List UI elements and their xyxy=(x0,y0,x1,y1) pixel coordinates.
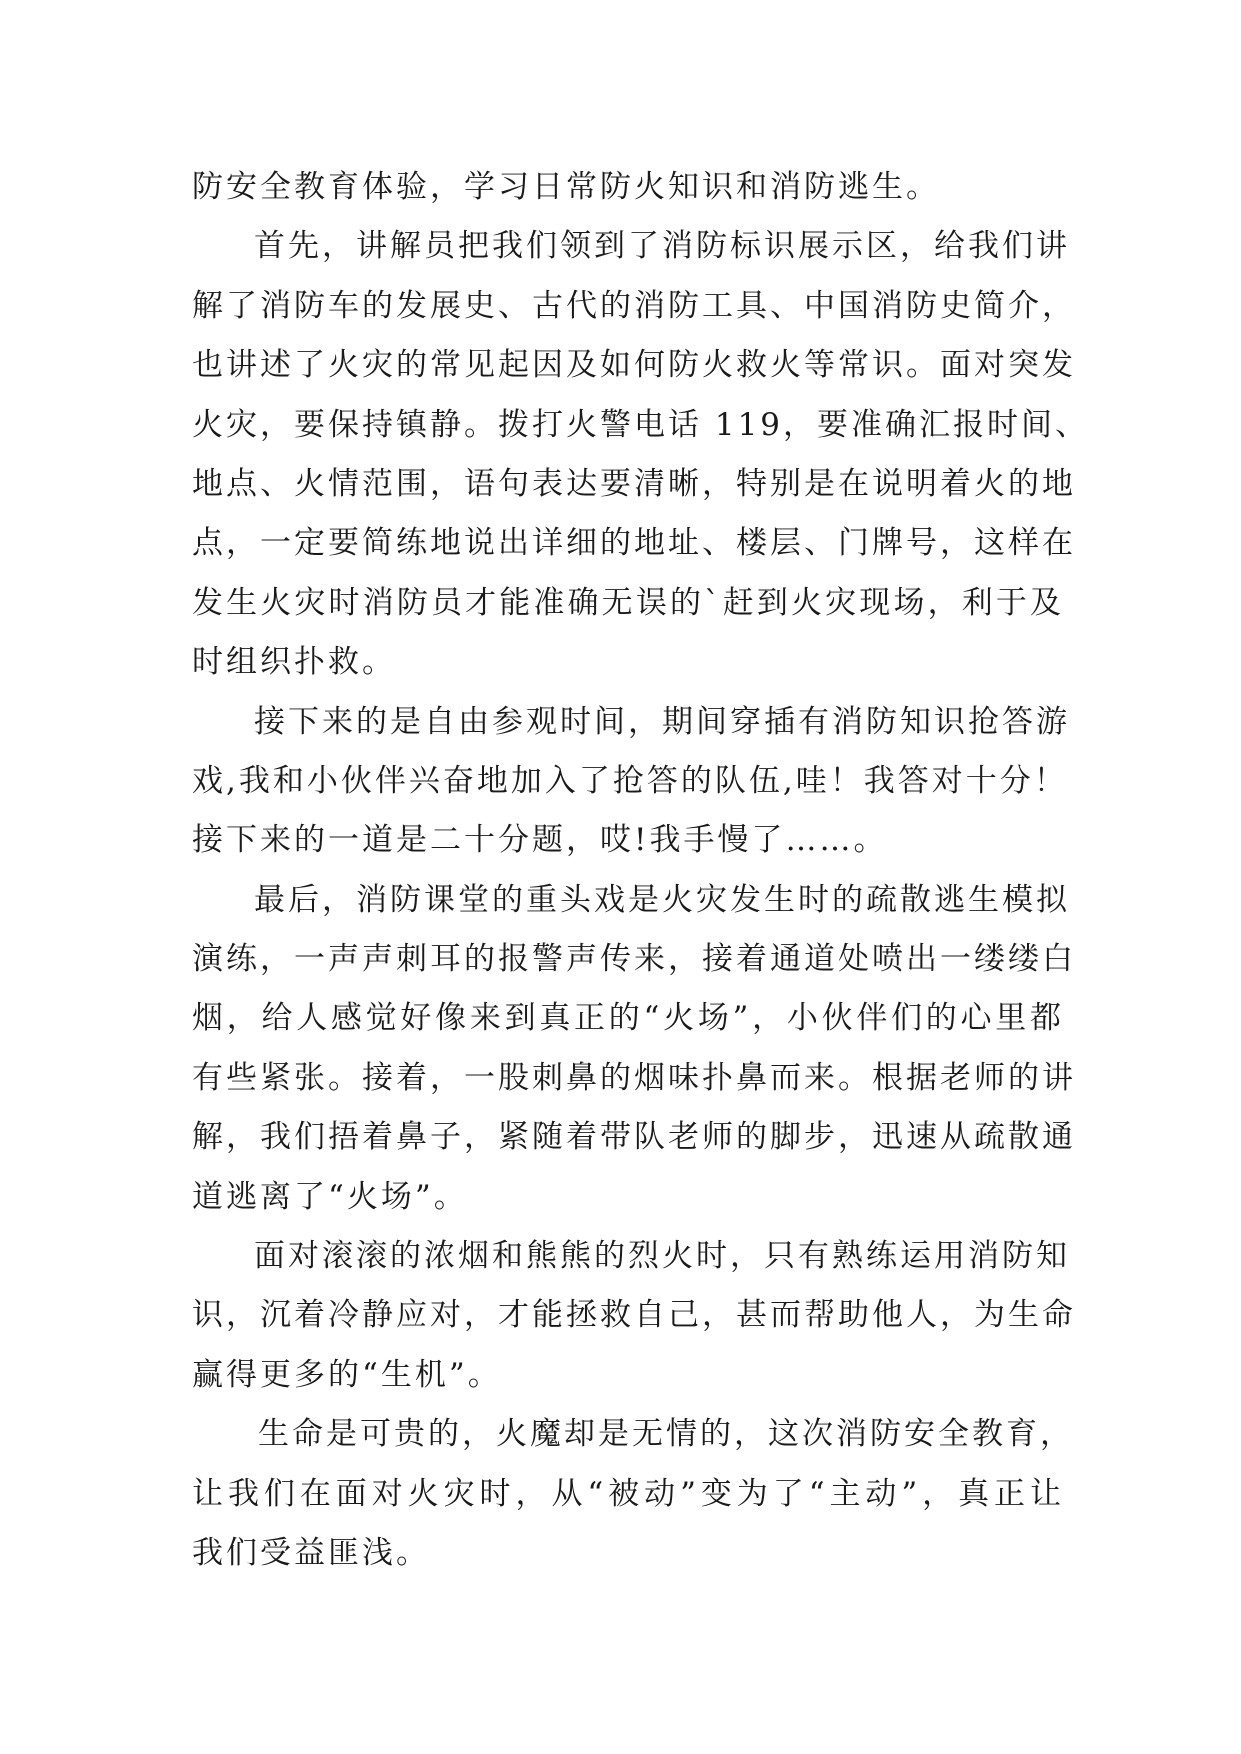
paragraph-reflection xyxy=(192,1227,1076,1405)
text-line: 最后，消防课堂的重头戏是火灾发生时的疏散逃生模拟 xyxy=(254,881,1070,918)
paragraph-quiz-game xyxy=(192,693,1070,871)
text-line: 火灾，要保持镇静。拨打火警电话 119，要准确汇报时间、 xyxy=(192,406,1090,443)
text-line: 防安全教育体验，学习日常防火知识和消防逃生。 xyxy=(192,169,940,205)
document-body xyxy=(192,158,1090,1583)
text-line: 点，一定要简练地说出详细的地址、楼层、门牌号，这样在 xyxy=(192,525,1076,562)
paragraph-first-exhibit xyxy=(192,217,1090,692)
text-line: 时组织扑救。 xyxy=(192,644,396,681)
text-line: 生命是可贵的，火魔却是无情的，这次消防安全教育， xyxy=(258,1416,1074,1453)
text-line: 首先，讲解员把我们领到了消防标识展示区，给我们讲 xyxy=(254,228,1070,265)
text-line: 道逃离了“火场”。 xyxy=(192,1178,468,1215)
text-line: 面对滚滚的浓烟和熊熊的烈火时，只有熟练运用消防知 xyxy=(254,1238,1070,1275)
text-line: 我们受益匪浅。 xyxy=(192,1534,430,1571)
text-line: 接下来的是自由参观时间，期间穿插有消防知识抢答游 xyxy=(254,703,1070,740)
text-line: 接下来的一道是二十分题，哎!我手慢了……。 xyxy=(192,822,888,859)
text-line: 烟，给人感觉好像来到真正的“火场”，小伙伴们的心里都 xyxy=(192,1000,1064,1037)
text-line: 戏,我和小伙伴兴奋地加入了抢答的队伍,哇！我答对十分！ xyxy=(192,762,1068,799)
text-line: 发生火灾时消防员才能准确无误的`赶到火灾现场，利于及 xyxy=(192,584,1064,621)
text-line: 解，我们捂着鼻子，紧随着带队老师的脚步，迅速从疏散通 xyxy=(192,1119,1076,1156)
paragraph-evacuation-drill xyxy=(192,871,1076,1227)
paragraph-intro-continuation xyxy=(192,158,1064,217)
text-line: 地点、火情范围，语句表达要清晰，特别是在说明着火的地 xyxy=(192,465,1076,502)
text-line: 也讲述了火灾的常见起因及如何防火救火等常识。面对突发 xyxy=(192,347,1076,384)
text-line: 有些紧张。接着，一股刺鼻的烟味扑鼻而来。根据老师的讲 xyxy=(192,1059,1076,1096)
text-line: 演练，一声声刺耳的报警声传来，接着通道处喷出一缕缕白 xyxy=(192,941,1076,978)
text-line: 赢得更多的“生机”。 xyxy=(192,1356,502,1393)
text-line: 识，沉着冷静应对，才能拯救自己，甚而帮助他人，为生命 xyxy=(192,1297,1076,1334)
text-line: 让我们在面对火灾时，从“被动”变为了“主动”，真正让 xyxy=(192,1475,1064,1512)
paragraph-conclusion xyxy=(192,1405,1074,1583)
text-line: 解了消防车的发展史、古代的消防工具、中国消防史简介， xyxy=(192,287,1076,324)
